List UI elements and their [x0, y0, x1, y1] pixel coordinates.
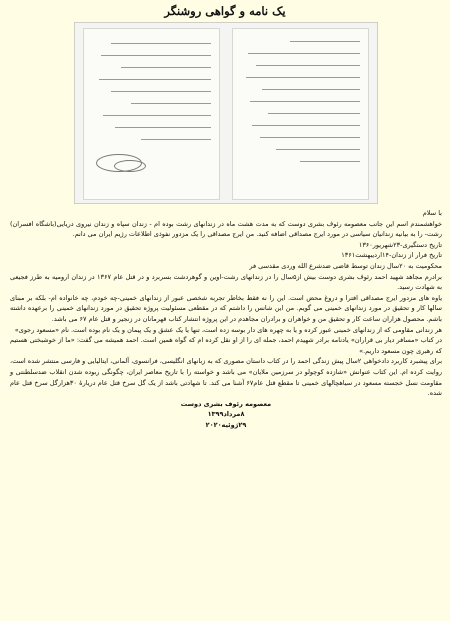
signature-name: معصومه رئوف بشری دوست	[180, 399, 272, 408]
escape-date: تاریخ فرار از زندان-۱۴اردیبهشت۱۳۶۱	[341, 251, 442, 260]
greeting: با سلام	[422, 209, 442, 217]
sentence: محکومیت به ۲۰سال زندان توسط قاضی ضدشرع الله وردی مقدسی فر	[249, 261, 442, 270]
letter-sheet-left	[83, 28, 220, 200]
date-gregorian: ۲۹ژوئیه۲۰۲۰	[205, 420, 247, 429]
date-persian: ۸مرداد۱۳۹۹	[207, 410, 245, 419]
paragraph: خواهشمندم اسم این جانب معصومه رئوف بشری دوست که به مدت هشت ماه در زندانهای رشت بوده ام - زندان سپاه و زندان نیروی دریایی(باشگاه افسران) رشت- را به بیانیه زندانیان سیاسی در مورد ایرج مصداقی اضافه کنید. من ایرج مصداقی را یک مزدور نفوذی اطلاعات رژیم ایران می دانم.	[10, 219, 442, 239]
paragraph: هر زندانی مقاومی که از زندانهای خمینی عبور کرده و یا به چهره های دار بوسه زده است، تنها یا یک عشق و یک پیمان و یک نام بوده است. نام «مسعود رجوی»	[14, 325, 442, 334]
arrest-date: تاریخ دستگیری-۲۳شهریور۱۳۶۰	[358, 240, 442, 249]
paragraph: برادرم مجاهد شهید احمد رئوف بشری دوست بیش از۵سال را در زندانهای رشت-اوین و گوهردشت بسربرد و در قتل عام ۱۳۶۷ در زندان ارومیه به طرز فجیعی به شهادت رسید.	[10, 272, 442, 292]
paragraph: یاوه های مزدور ایرج مصداقی افترا و دروغ محض است. این را نه فقط بخاطر تجربه شخصی عبور از زندانهای خمینی-چه خودم، چه خانواده ام- بلکه بر مبنای سالها کار و تحقیق در مورد زندانهای خمینی می گویم. من این شانس را داشتم که در مقطعی مسئولیت پروژه تحقیق در مورد زندانهای خمینی را برعهده داشته باشم. محصول هزاران ساعت کار و تحقیق من و خواهران و برادران مجاهدم در این پروژه انتشار کتاب قهرمانان در زنجیر و قتل عام ۶۷ می باشد.	[10, 293, 442, 323]
paragraph: در کتاب «مسافر دیار بی قراران» یادنامه برادر شهیدم احمد، جمله ای را از او نقل کرده ام که گواه همین است. احمد همیشه می گفت: «ما از خوشبختی هستیم که رهبری چون مسعود داریم.»	[10, 336, 442, 355]
paragraph: برای پیشبرد کاربرد دادخواهی ۲سال پیش زندگی احمد را در کتاب داستان مصوری که به زبانهای انگلیسی، فرانسوی، آلمانی، ایتالیایی و فارسی منتشر شده است، روایت کرده ام. این کتاب عنوانش «شازده کوچولو در سرزمین ملایان» می باشد و خواسته را با تاریخ معاصر ایران، چگونگی ربوده شدن انقلاب ضدسلطنتی و مقاومت نسل خجسته مسعود در سیاهچالهای خمینی تا مقطع قتل عام۶۷ آشنا می کند. تا شهادتی باشد از یک گل سرخ قتل عام دریارهٔ ۳۰هزارگل سرخ قتل عام شده.	[10, 357, 443, 398]
letter-body	[10, 208, 442, 430]
page-title: یک نامه و گواهی روشنگر	[164, 4, 286, 18]
handwritten-letter-photo	[74, 22, 378, 204]
letter-sheet-right	[232, 28, 369, 200]
